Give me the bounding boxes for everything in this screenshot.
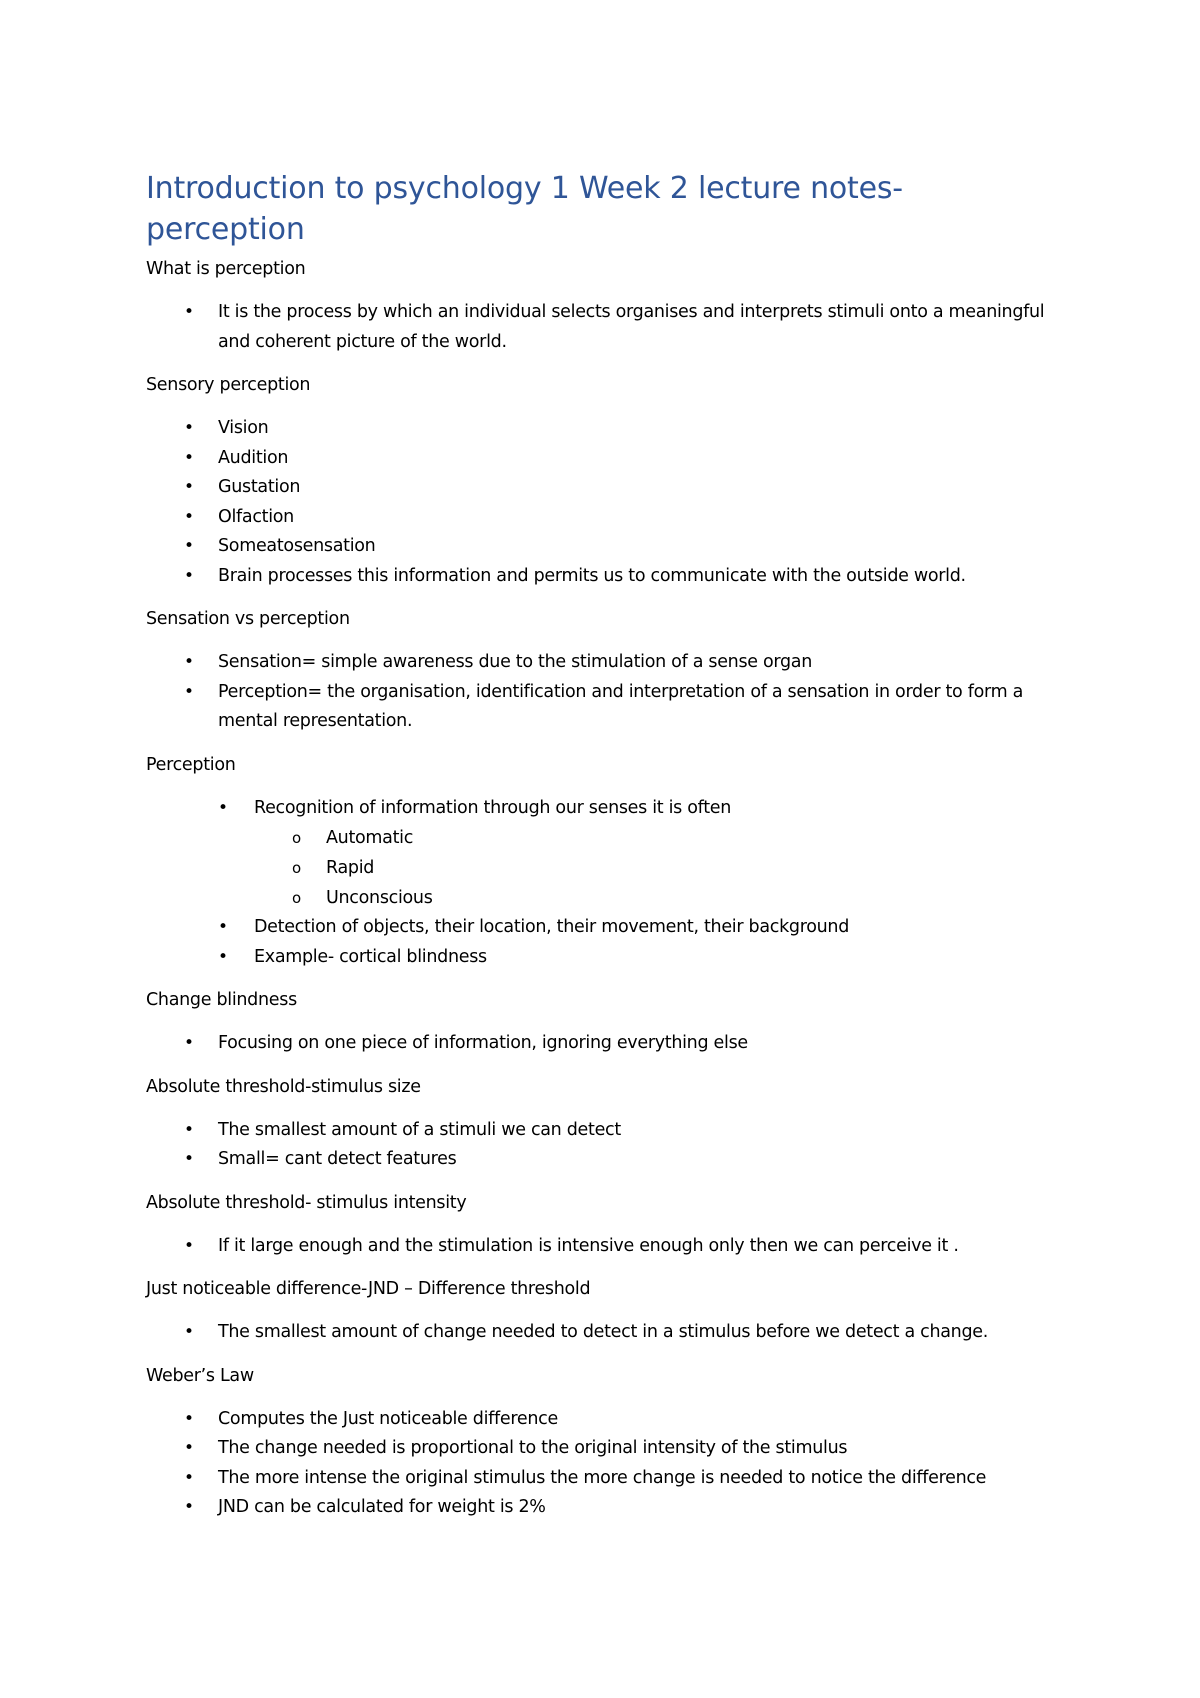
bullet-icon: • xyxy=(184,1033,194,1053)
bullet-list xyxy=(146,1405,1066,1523)
list-item xyxy=(146,1493,1066,1523)
list-item xyxy=(146,532,1066,562)
list-item-text: The change needed is proportional to the original intensity of the stimulus xyxy=(218,1438,848,1458)
bullet-icon: • xyxy=(184,447,194,468)
sub-list-item-text: Automatic xyxy=(326,828,414,848)
list-item xyxy=(146,794,1066,914)
section-heading: Weber’s Law xyxy=(146,1365,254,1386)
list-item xyxy=(146,943,1066,973)
bullet-icon: • xyxy=(218,946,228,967)
bullet-icon: • xyxy=(184,1149,194,1169)
section-heading: Change blindness xyxy=(146,990,297,1010)
bullet-list xyxy=(146,648,1066,737)
section-heading: Sensory perception xyxy=(146,375,311,395)
list-item xyxy=(146,1318,1066,1348)
list-item-text: The smallest amount of change needed to detect in a stimulus before we detect a change. xyxy=(218,1322,989,1342)
section-heading: Absolute threshold-stimulus size xyxy=(146,1076,421,1097)
list-item xyxy=(146,503,1066,533)
section-heading: What is perception xyxy=(146,259,306,279)
list-item-text: Recognition of information through our senses it is often xyxy=(254,797,732,818)
section-heading: Absolute threshold- stimulus intensity xyxy=(146,1192,467,1213)
list-item xyxy=(146,1116,1066,1146)
list-item-text: Detection of objects, their location, their movement, their background xyxy=(254,917,850,937)
bullet-icon: • xyxy=(184,1467,194,1488)
bullet-icon: • xyxy=(184,681,194,702)
sub-list-item xyxy=(254,853,1066,883)
list-item-text: Olfaction xyxy=(218,506,294,527)
bullet-icon: • xyxy=(184,1408,194,1429)
list-item xyxy=(146,1029,1066,1059)
bullet-list xyxy=(146,1029,1066,1059)
circle-bullet-icon: o xyxy=(292,829,301,847)
list-item-text: The more intense the original stimulus the more change is needed to notice the difference xyxy=(218,1467,987,1488)
document-page xyxy=(146,168,1066,1537)
bullet-icon: • xyxy=(184,652,194,672)
list-item-text: Gustation xyxy=(218,477,301,497)
list-item-text: Someatosensation xyxy=(218,536,376,556)
bullet-icon: • xyxy=(218,917,228,937)
sub-list-item xyxy=(254,883,1066,913)
sub-list-item-text: Unconscious xyxy=(326,888,433,908)
section-heading: Sensation vs perception xyxy=(146,609,350,629)
bullet-list xyxy=(146,1318,1066,1348)
list-item-text: Small= cant detect features xyxy=(218,1149,457,1169)
list-item-text: It is the process by which an individual selects organises and interprets stimuli onto a meaningful and coherent picture of the world. xyxy=(218,302,1045,352)
circle-bullet-icon: o xyxy=(292,889,301,907)
bullet-icon: • xyxy=(184,1235,194,1256)
bullet-icon: • xyxy=(218,797,228,818)
list-item-text: Audition xyxy=(218,447,289,468)
bullet-icon: • xyxy=(184,565,194,586)
bullet-icon: • xyxy=(184,536,194,556)
list-item xyxy=(146,1145,1066,1175)
bullet-icon: • xyxy=(184,1119,194,1140)
sub-bullet-list xyxy=(254,823,1066,913)
bullet-icon: • xyxy=(184,302,194,322)
list-item-text: Perception= the organisation, identification and interpretation of a sensation in order to form a mental representation. xyxy=(218,681,1024,731)
list-item xyxy=(146,648,1066,678)
list-item xyxy=(146,1464,1066,1494)
list-item-text: Brain processes this information and permits us to communicate with the outside world. xyxy=(218,565,966,586)
list-item xyxy=(146,562,1066,592)
sub-list-item-text: Rapid xyxy=(326,858,375,878)
bullet-list xyxy=(146,298,1066,357)
bullet-list xyxy=(146,1116,1066,1175)
list-item xyxy=(146,414,1066,444)
bullet-icon: • xyxy=(184,1497,194,1517)
circle-bullet-icon: o xyxy=(292,859,301,877)
list-item-text: Computes the Just noticeable difference xyxy=(218,1408,558,1429)
sub-list-item xyxy=(254,823,1066,853)
bullet-icon: • xyxy=(184,1322,194,1342)
section-heading: Just noticeable difference-JND – Difference threshold xyxy=(146,1279,591,1299)
list-item xyxy=(146,678,1066,737)
list-item-text: Focusing on one piece of information, ignoring everything else xyxy=(218,1033,748,1053)
list-item xyxy=(146,298,1066,357)
bullet-icon: • xyxy=(184,418,194,438)
bullet-icon: • xyxy=(184,1438,194,1458)
list-item-text: Vision xyxy=(218,418,269,438)
bullet-list xyxy=(146,1232,1066,1262)
bullet-icon: • xyxy=(184,506,194,527)
bullet-list xyxy=(146,414,1066,591)
list-item-text: JND can be calculated for weight is 2% xyxy=(218,1497,546,1517)
section-heading: Perception xyxy=(146,754,236,775)
document-title: Introduction to psychology 1 Week 2 lecture notes- perception xyxy=(146,171,903,247)
list-item-text: The smallest amount of a stimuli we can detect xyxy=(218,1119,621,1140)
bullet-icon: • xyxy=(184,477,194,497)
list-item xyxy=(146,913,1066,943)
list-item xyxy=(146,473,1066,503)
list-item xyxy=(146,1405,1066,1435)
list-item-text: Example- cortical blindness xyxy=(254,946,487,967)
bullet-list xyxy=(146,794,1066,973)
list-item xyxy=(146,1434,1066,1464)
list-item xyxy=(146,1232,1066,1262)
list-item-text: Sensation= simple awareness due to the stimulation of a sense organ xyxy=(218,652,813,672)
list-item-text: If it large enough and the stimulation is intensive enough only then we can perceive it . xyxy=(218,1235,959,1256)
list-item xyxy=(146,444,1066,474)
